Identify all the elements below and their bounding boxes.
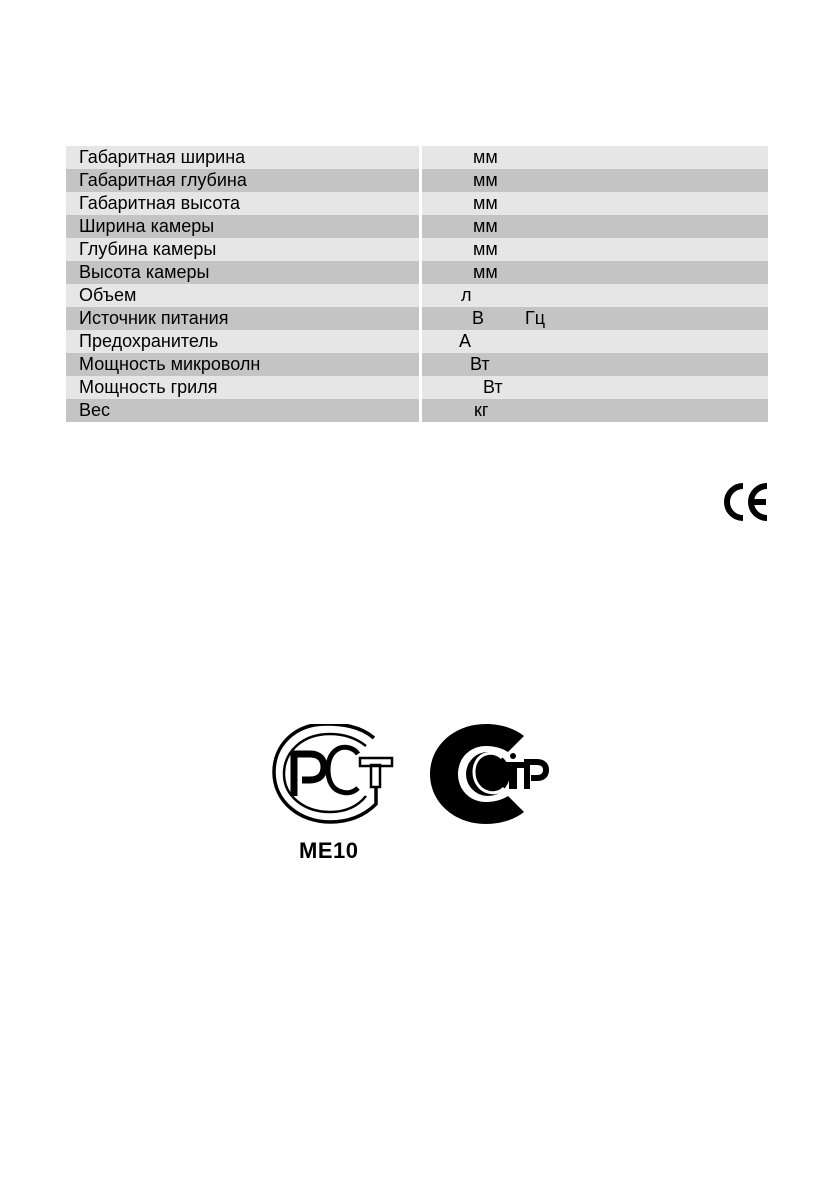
spec-unit: А: [459, 331, 472, 351]
spec-unit: мм: [473, 193, 498, 213]
spec-label: Мощность микроволн: [66, 353, 419, 376]
spec-unit: мм: [473, 216, 498, 236]
spec-value: [422, 215, 768, 238]
spec-value: [422, 330, 768, 353]
spec-unit: л: [461, 285, 472, 305]
spec-unit: кг: [474, 400, 489, 420]
spec-row: [66, 376, 770, 399]
spec-unit: мм: [473, 170, 498, 190]
spec-value: [422, 399, 768, 422]
spec-row: [66, 169, 770, 192]
ctr-certification-icon: [428, 724, 552, 824]
spec-value: [422, 376, 768, 399]
spec-row: [66, 238, 770, 261]
spec-unit: мм: [473, 262, 498, 282]
spec-unit: Вт: [483, 377, 503, 397]
spec-value: [422, 192, 768, 215]
spec-label: Габаритная высота: [66, 192, 419, 215]
spec-label: Ширина камеры: [66, 215, 419, 238]
spec-label: Источник питания: [66, 307, 419, 330]
spec-unit: В: [472, 308, 485, 328]
spec-label: Предохранитель: [66, 330, 419, 353]
spec-row: [66, 399, 770, 422]
spec-label: Высота камеры: [66, 261, 419, 284]
spec-value: [422, 284, 768, 307]
spec-value: [422, 353, 768, 376]
spec-value: [422, 261, 768, 284]
spec-row: [66, 192, 770, 215]
spec-row: [66, 307, 770, 330]
spec-unit-secondary: Гц: [525, 308, 546, 328]
spec-value: [422, 169, 768, 192]
spec-unit: мм: [473, 147, 498, 167]
spec-row: [66, 330, 770, 353]
spec-row: [66, 284, 770, 307]
spec-unit: Вт: [470, 354, 490, 374]
spec-label: Мощность гриля: [66, 376, 419, 399]
spec-label: Объем: [66, 284, 419, 307]
certification-code: ME10: [299, 838, 359, 863]
spec-label: Вес: [66, 399, 419, 422]
spec-row: [66, 215, 770, 238]
spec-unit: мм: [473, 239, 498, 259]
spec-value: [422, 238, 768, 261]
spec-row: [66, 261, 770, 284]
rst-certification-icon: [272, 724, 396, 824]
spec-label: Габаритная ширина: [66, 146, 419, 169]
spec-value: [422, 307, 768, 330]
specifications-table: [66, 146, 770, 422]
spec-row: [66, 146, 770, 169]
spec-value: [422, 146, 768, 169]
ce-mark-icon: [722, 480, 770, 524]
spec-label: Габаритная глубина: [66, 169, 419, 192]
spec-row: [66, 353, 770, 376]
spec-label: Глубина камеры: [66, 238, 419, 261]
